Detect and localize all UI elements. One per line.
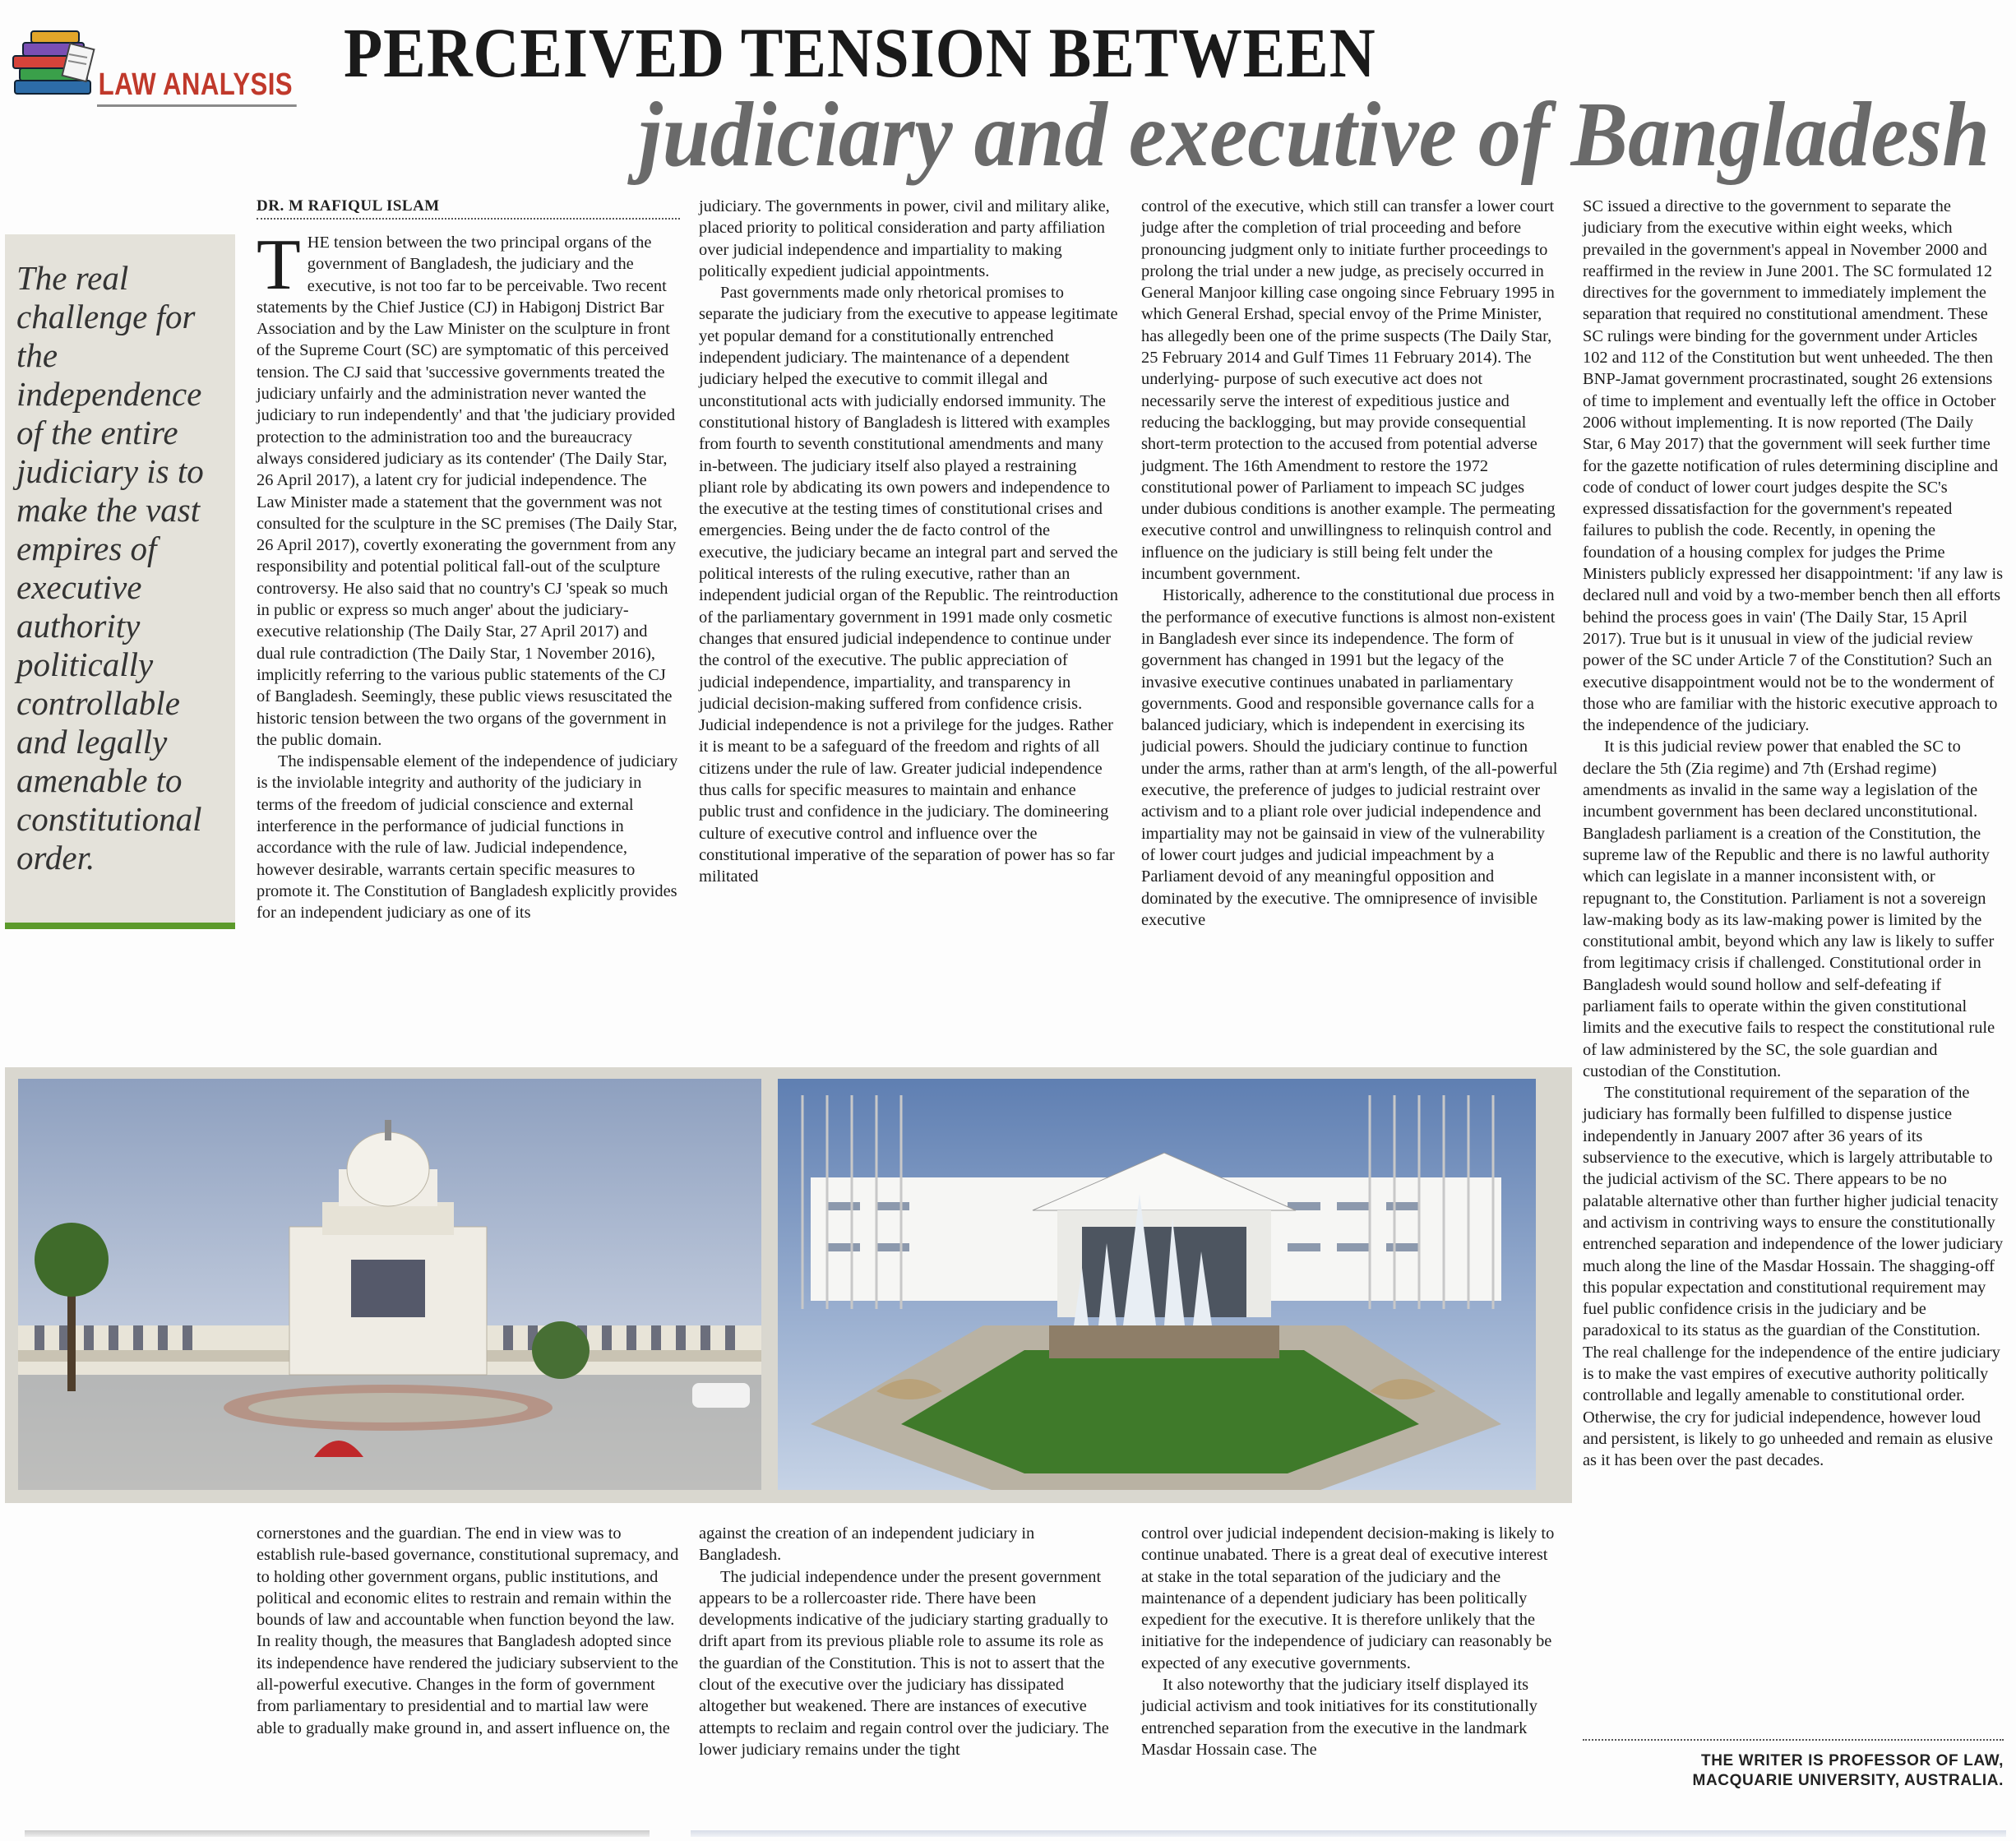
- pull-quote-box: [5, 234, 235, 929]
- bottom-bar: [25, 1830, 650, 1837]
- headline-line1: PERCEIVED TENSION BETWEEN: [344, 13, 1376, 92]
- paragraph: control over judicial independent decision-making is likely to continue unabated. There is a great deal of executive interest at stake in the total separation of the judiciary and the maintenance of a dependent judiciary has been politically expedient for the executive. It is therefore unlikely that the initiative for the independence of judiciary can reasonably be expected of any executive governments.: [1141, 1524, 1555, 1672]
- supreme-court-building-photo: [18, 1079, 761, 1490]
- paragraph: against the creation of an independent judiciary in Bangladesh.: [699, 1524, 1035, 1565]
- byline: DR. M RAFIQUL ISLAM: [257, 197, 680, 220]
- paragraph: The indispensable element of the independence of judiciary is the inviolable integrity and authority of the judiciary in terms of the freedom of judicial conscience and external interference in the performance of judicial functions in accordance with the rule of law. Judicial independence, however desirable, warrants certain specific measures to promote it. The Constitution of Bangladesh explicitly provides for an independent judiciary as one of its: [257, 752, 678, 923]
- writer-note-rule: [1583, 1739, 2004, 1741]
- article-column-1-top: [257, 225, 680, 1054]
- article-column-3-bottom: [1141, 1523, 1561, 1794]
- article-column-4: [1583, 196, 2004, 1742]
- paragraph: Historically, adherence to the constitutional due process in the performance of executive functions is almost non-existent in Bangladesh ever since its independence. The form of government has changed in 1991 but the legacy of the invasive executive continues unabated in parliamentary governments. Good and responsible governance calls for a balanced judiciary, which is independent in exercising its judicial powers. Should the judiciary continue to function under the arms, rather than at arm's length, of the all-powerful executive, the preference of judges to judicial restraint over activism and to a pliant role over judicial independence and impartiality may not be gainsaid in view of the vulnerability of lower court judges and judicial impeachment by a Parliament devoid of any meaningful opposition and dominated by the executive. The omnipresence of invisible executive: [1141, 586, 1558, 929]
- dropcap: T: [257, 225, 301, 305]
- paragraph: SC issued a directive to the government to separate the judiciary from the executive within eight weeks, which prevailed in the government's appeal in November 2000 and reaffirmed in the review in June 2001. The SC formulated 12 directives for the government to immediately implement the separation that required no constitutional amendment. These SC rulings were binding for the government under Articles 102 and 112 of the Constitution but went unheeded. The then BNP-Jamat government procrastinated, sought 26 extensions of time to implement and eventually left the office in October 2006 without implementing. It is now reported (The Daily Star, 6 May 2017) that the government will seek further time for the gazette notification of rules determining discipline and code of conduct of lower court judges despite the SC's expressed dissatisfaction for the government's repeated failures to publish the code. Recently, in opening the foundation of a housing complex for judges the Prime Ministers publicly expressed her disappointment: 'if any law is declared null and void by a two-member bench then all efforts behind the process goes in vain' (The Daily Star, 15 April 2017). True but is it unusual in view of the judicial review power of the SC under Article 7 of the Constitution? Such an executive disappointment would not be to the wonderment of those who are familiar with the historic executive approach to the independence of the judiciary.: [1583, 197, 2004, 735]
- bottom-bar: [691, 1830, 2006, 1837]
- paragraph: The constitutional requirement of the separation of the judiciary has formally been fulfilled to dispense justice independently in January 2007 after 36 years of its subservience to the executive, which is largely attributable to the judicial activism of the SC. There appears to be no palatable alternative other than further higher judicial tenacity and activism in contriving ways to ensure the constitutionally entrenched separation and independence of the lower judiciary much along the line of the Masdar Hossain. The shagging-off this popular expectation and constitutional requirement may fuel public confidence crisis in the judiciary and be paradoxical to its status as the guardian of the Constitution. The real challenge for the independence of the entire judiciary is to make the vast empires of executive authority politically controllable and legally amenable to constitutional order. Otherwise, the cry for judicial independence, however loud and persistent, is likely to go unheeded and remain as elusive as it has been over the past decades.: [1583, 1084, 2004, 1470]
- paragraph: Past governments made only rhetorical promises to separate the judiciary from the executive to appease legitimate yet popular demand for a constitutionally entrenched independent judiciary. The maintenance of a dependent judiciary helped the executive to commit illegal and unconstitutional acts with judicially endorsed immunity. The constitutional history of Bangladesh is littered with examples from fourth to seventh constitutional amendments and many in-between. The judiciary itself also played a restraining pliant role by abdicating its own powers and independence to the executive at the testing times of constitutional crises and emergencies. Being under the de facto control of the executive, the judiciary became an integral part and served the political interests of the ruling executive, rather than an independent judicial organ of the Republic. The reintroduction of the parliamentary government in 1991 made only cosmetic changes that ensured judicial independence to continue under the control of the executive. The public appreciation of judicial independence, impartiality, and transparency in judicial decision-making suffered from confidence crisis. Judicial independence is not a privilege for the judges. Rather it is meant to be a safeguard of the freedom and rights of all citizens under the rule of law. Greater judicial independence thus calls for specific measures to maintain and enhance public trust and confidence in the judiciary. The domineering culture of executive control and influence over the constitutional imperative of the separation of power has so far militated: [699, 284, 1119, 886]
- paragraph: cornerstones and the guardian. The end in view was to establish rule-based governance, constitutional supremacy, and to holding other government organs, public institutions, and political and economic elites to restrain and remain within the bounds of law and accountable when function beyond the law. In reality though, the measures that Bangladesh adopted since its independence have rendered the judiciary subservient to the all-powerful executive. Changes in the form of government from parliamentary to presidential and to martial law were able to gradually make ground in, and assert influence on, the: [257, 1524, 679, 1737]
- paragraph: The judicial independence under the present government appears to be a rollercoaster ride. There have been developments indicative of the judiciary starting gradually to drift apart from its previous pliable role to assume its role as the guardian of the Constitution. This is not to assert that the clout of the executive over the judiciary has dissipated altogether but weakened. There are instances of executive attempts to reclaim and regain control over the judiciary. The lower judiciary remains under the tight: [699, 1567, 1109, 1759]
- writer-note-line2: MACQUARIE UNIVERSITY, AUSTRALIA.: [1692, 1772, 2004, 1789]
- pull-quote-text: The real challenge for the independence of the entire judiciary is to make the vast empires of executive authority politically controllable and legally amenable to constitutional order.: [16, 259, 204, 877]
- writer-note: [1583, 1751, 2004, 1791]
- article-column-2-top: [699, 196, 1118, 1059]
- paragraph: control of the executive, which still can transfer a lower court judge after the completion of trial proceeding and before pronouncing judgment only to initiate further proceedings to prolong the trial under a new judge, as precisely occurred in General Manjoor killing case ongoing since February 1995 in which General Ershad, special envoy of the Prime Minister, has allegedly been one of the prime suspects (The Daily Star, 25 February 2014 and Gulf Times 11 February 2014). The underlying- purpose of such executive act does not necessarily serve the interest of expeditious justice and reducing the backlogging, but may provide consequential short-term protection to the accused from potential adverse judgment. The 16th Amendment to restore the 1972 constitutional power of Parliament to impeach SC judges under dubious conditions is another example. The permeating executive control and unwillingness to relinquish control and influence on the judiciary is still being felt under the incumbent government.: [1141, 197, 1556, 584]
- parliament-building-fountain-photo: [778, 1079, 1536, 1490]
- stacked-books-icon: [8, 23, 99, 105]
- paragraph: judiciary. The governments in power, civil and military alike, placed priority to political consideration and party affiliation over judicial independence and impartiality to making politically expedient judicial appointments.: [699, 197, 1110, 280]
- headline-line2: judiciary and executive of Bangladesh: [638, 84, 1990, 186]
- article-column-1-bottom: [257, 1523, 680, 1794]
- article-column-3-top: [1141, 196, 1561, 1059]
- section-label: LAW ANALYSIS: [97, 67, 297, 107]
- paragraph: It is this judicial review power that enabled the SC to declare the 5th (Zia regime) and 7th (Ershad regime) amendments as invalid in the same way a legislation of the incumbent government has been declared unconstitutional. Bangladesh parliament is a creation of the Constitution, the supreme law of the Republic and there is no lawful authority which can legislate in a manner inconsistent with, or repugnant to, the Constitution. Parliament is not a sovereign law-making body as its law-making power is limited by the constitutional ambit, beyond which any law is likely to suffer from legitimacy crisis if challenged. Constitutional order in Bangladesh would sound hollow and self-defeating if parliament fails to operate within the given constitutional limits and the executive fails to respect the constitutional rule of law administered by the SC, the sole guardian and custodian of the Constitution.: [1583, 738, 1995, 1080]
- article-column-2-bottom: [699, 1523, 1118, 1794]
- writer-note-line1: THE WRITER IS PROFESSOR OF LAW,: [1700, 1752, 2004, 1769]
- paragraph: It also noteworthy that the judiciary itself displayed its judicial activism and took initiatives for its constitutionally entrenched separation from the executive in the landmark Masdar Hossain case. The: [1141, 1676, 1537, 1759]
- paragraph: HE tension between the two principal organs of the government of Bangladesh, the judiciary and the executive, is not too far to be perceivable. Two recent statements by the Chief Justice (CJ) in Habigonj District Bar Association and by the Law Minister on the sculpture in front of the Supreme Court (SC) are symptomatic of this perceived tension. The CJ said that 'successive governments treated the judiciary unfairly and the administration never wanted the judiciary to run independently' and that 'the judiciary provided protection to the administration too and the bureaucracy always considered judiciary as its contender' (The Daily Star, 26 April 2017), a latent cry for judicial independence. The Law Minister made a statement that the government was not consulted for the sculpture in the SC premises (The Daily Star, 26 April 2017), covertly exonerating the government from any responsibility and potential political fall-out of the sculpture controversy. He also said that no country's CJ 'speak so much in public or express so much anger' about the judiciary-executive relationship (The Daily Star, 27 April 2017) and dual rule contradiction (The Daily Star, 1 November 2016), implicitly referring to the various public statements of the CJ of Bangladesh. Seemingly, these public views resuscitated the historic tension between the two organs of the government in the public domain.: [257, 234, 677, 749]
